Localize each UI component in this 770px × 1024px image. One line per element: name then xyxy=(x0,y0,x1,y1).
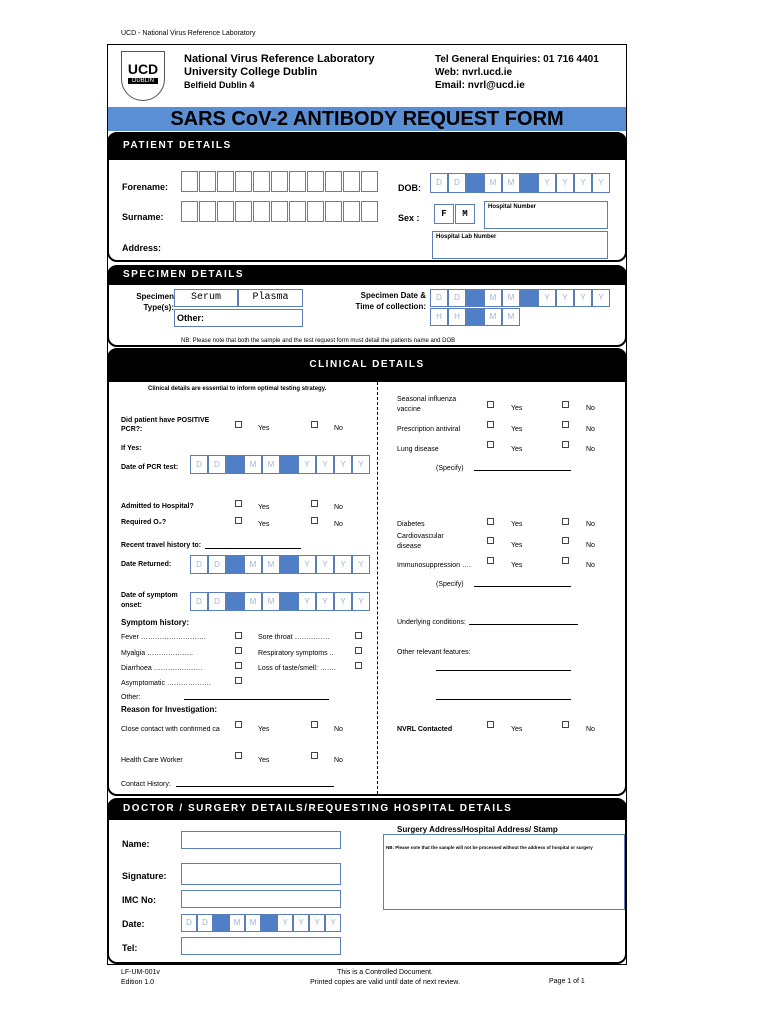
doctor-name-input[interactable] xyxy=(181,831,341,849)
lab-address: Belfield Dublin 4 xyxy=(184,80,255,90)
doctor-date-cell[interactable]: M xyxy=(245,914,261,932)
dob-cell[interactable]: D xyxy=(448,173,466,193)
onset-date-cell[interactable] xyxy=(280,592,298,611)
university-name: University College Dublin xyxy=(184,66,318,78)
forename-cell[interactable] xyxy=(199,171,216,192)
onset-date-cell[interactable] xyxy=(226,592,244,611)
close-contact-label: Close contact with confirmed ca xyxy=(121,726,220,733)
specimen-date-label: Specimen Date & Time of collection: xyxy=(355,291,426,311)
spec-date-cell[interactable]: D xyxy=(448,289,466,307)
other-features-label: Other relevant features: xyxy=(397,649,471,656)
forename-label: Forename: xyxy=(122,182,169,192)
pcr-date-cell[interactable]: Y xyxy=(352,455,370,474)
sore-throat-checkbox[interactable] xyxy=(355,632,362,639)
lung-yes-checkbox[interactable] xyxy=(487,441,494,448)
spec-time-cell[interactable]: H xyxy=(448,308,466,326)
close-contact-yes-checkbox[interactable] xyxy=(235,721,242,728)
spec-date-cell[interactable] xyxy=(520,289,538,307)
forename-cell[interactable] xyxy=(343,171,360,192)
symptom-other-label: Other: xyxy=(121,694,141,701)
surname-cell[interactable] xyxy=(217,201,234,222)
contact-history-label: Contact History: xyxy=(121,781,171,788)
specimen-type-label: Specimen Type(s): xyxy=(136,292,174,312)
antiviral-yes-label: Yes xyxy=(511,426,523,433)
lung-specify-label: (Specify) xyxy=(436,465,464,472)
returned-date-cell[interactable]: Y xyxy=(334,555,352,574)
onset-date-cell[interactable]: Y xyxy=(316,592,334,611)
lab-name: National Virus Reference Laboratory xyxy=(184,53,375,65)
specimen-heading: SPECIMEN DETAILS xyxy=(107,265,627,285)
nvrl-no-label: No xyxy=(586,726,595,733)
flu-vaccine-label: Seasonal influenza vaccine xyxy=(397,396,457,413)
footer-edition: Edition 1.0 xyxy=(121,979,155,986)
onset-date-cell[interactable]: Y xyxy=(334,592,352,611)
surname-cell[interactable] xyxy=(271,201,288,222)
email-address: Email: nvrl@ucd.ie xyxy=(435,80,525,91)
nvrl-no-checkbox[interactable] xyxy=(562,721,569,728)
myalgia-checkbox[interactable] xyxy=(235,647,242,654)
returned-date-cell[interactable]: M xyxy=(262,555,280,574)
reason-label: Reason for Investigation: xyxy=(121,705,218,714)
patient-heading: PATIENT DETAILS xyxy=(107,132,627,160)
pcr-date-cell[interactable]: M xyxy=(262,455,280,474)
surname-cell[interactable] xyxy=(307,201,324,222)
antiviral-yes-checkbox[interactable] xyxy=(487,421,494,428)
diarrhoea-label: Diarrhoea ………………… xyxy=(121,665,203,672)
symptom-other-line[interactable] xyxy=(184,699,329,700)
form-title: SARS CoV-2 ANTIBODY REQUEST FORM xyxy=(108,107,626,131)
other-features-line-1[interactable] xyxy=(436,670,571,671)
clinical-intro: Clinical details are essential to inform optimal testing strategy. xyxy=(148,386,327,392)
web-address: Web: nvrl.ucd.ie xyxy=(435,67,513,78)
doctor-date-cell[interactable]: Y xyxy=(293,914,309,932)
date-returned-label: Date Returned: xyxy=(121,561,172,568)
fever-checkbox[interactable] xyxy=(235,632,242,639)
pcr-date-cell[interactable]: D xyxy=(208,455,226,474)
doctor-date-cell[interactable]: D xyxy=(181,914,197,932)
hcw-no-label: No xyxy=(334,757,343,764)
doctor-date-cell[interactable]: M xyxy=(229,914,245,932)
forename-cell[interactable] xyxy=(307,171,324,192)
admitted-yes-label: Yes xyxy=(258,504,270,511)
returned-date-cell[interactable] xyxy=(226,555,244,574)
spec-date-cell[interactable]: Y xyxy=(592,289,610,307)
stamp-nb: NB: Please note that the sample will not be processed without the address of hospital or surgery xyxy=(386,845,593,850)
lung-no-checkbox[interactable] xyxy=(562,441,569,448)
hospital-lab-number-label: Hospital Lab Number xyxy=(436,234,497,240)
returned-date-cell[interactable] xyxy=(280,555,298,574)
immuno-specify-label: (Specify) xyxy=(436,581,464,588)
doctor-date-cell[interactable]: Y xyxy=(325,914,341,932)
hcw-yes-label: Yes xyxy=(258,757,270,764)
spec-date-cell[interactable]: Y xyxy=(574,289,592,307)
pcr-date-cell[interactable]: M xyxy=(244,455,262,474)
taste-checkbox[interactable] xyxy=(355,662,362,669)
o2-yes-checkbox[interactable] xyxy=(235,517,242,524)
column-divider xyxy=(377,382,378,794)
hcw-no-checkbox[interactable] xyxy=(311,752,318,759)
top-caption: UCD - National Virus Reference Laboratory xyxy=(121,30,256,37)
dob-cell[interactable]: Y xyxy=(556,173,574,193)
doctor-tel-label: Tel: xyxy=(122,943,138,953)
logo-text: UCD xyxy=(127,61,159,77)
footer-left xyxy=(121,968,160,988)
admitted-yes-checkbox[interactable] xyxy=(235,500,242,507)
spec-time-cell[interactable]: M xyxy=(502,308,520,326)
contact-history-line[interactable] xyxy=(176,786,334,787)
footer-center xyxy=(260,968,510,988)
antiviral-no-checkbox[interactable] xyxy=(562,421,569,428)
doctor-heading: DOCTOR / SURGERY DETAILS/REQUESTING HOSPITAL DETAILS xyxy=(107,798,627,820)
surname-label: Surname: xyxy=(122,212,164,222)
imc-label: IMC No: xyxy=(122,895,156,905)
immuno-yes-checkbox[interactable] xyxy=(487,557,494,564)
logo-sub: DUBLIN xyxy=(128,78,158,84)
asymptomatic-checkbox[interactable] xyxy=(235,677,242,684)
spec-date-cell[interactable]: M xyxy=(484,289,502,307)
hcw-label: Health Care Worker xyxy=(121,757,183,764)
onset-date-cell[interactable]: D xyxy=(208,592,226,611)
spec-time-cell[interactable]: H xyxy=(430,308,448,326)
specimen-other-label: Other: xyxy=(177,313,204,323)
ucd-logo xyxy=(121,51,165,101)
forename-cell[interactable] xyxy=(325,171,342,192)
clinical-heading: CLINICAL DETAILS xyxy=(107,348,627,382)
address-label: Address: xyxy=(122,243,162,253)
hospital-lab-number-box[interactable] xyxy=(432,231,608,259)
hospital-number-label: Hospital Number xyxy=(488,204,537,210)
forename-cell[interactable] xyxy=(271,171,288,192)
forename-cell[interactable] xyxy=(217,171,234,192)
surname-cell[interactable] xyxy=(361,201,378,222)
flu-no-checkbox[interactable] xyxy=(562,401,569,408)
doctor-date-cell[interactable] xyxy=(213,914,229,932)
footer-printed: Printed copies are valid until date of next review. xyxy=(310,979,460,986)
returned-date-cell[interactable]: M xyxy=(244,555,262,574)
admitted-no-label: No xyxy=(334,504,343,511)
surname-cell[interactable] xyxy=(199,201,216,222)
returned-date-cell[interactable]: Y xyxy=(352,555,370,574)
lung-specify-line[interactable] xyxy=(474,470,571,471)
dob-cell[interactable]: Y xyxy=(592,173,610,193)
immuno-specify-line[interactable] xyxy=(474,586,571,587)
nvrl-contacted-label: NVRL Contacted xyxy=(397,726,453,733)
dob-cell[interactable]: Y xyxy=(538,173,556,193)
surname-cell[interactable] xyxy=(289,201,306,222)
cardio-no-label: No xyxy=(586,542,595,549)
o2-no-label: No xyxy=(334,521,343,528)
specimen-other-box[interactable] xyxy=(174,309,303,327)
flu-yes-checkbox[interactable] xyxy=(487,401,494,408)
plasma-box[interactable]: Plasma xyxy=(238,289,303,307)
nvrl-yes-checkbox[interactable] xyxy=(487,721,494,728)
immuno-label: Immunosuppression …. xyxy=(397,562,471,569)
doctor-date-cell[interactable] xyxy=(261,914,277,932)
spec-date-cell[interactable]: Y xyxy=(556,289,574,307)
doctor-tel-input[interactable] xyxy=(181,937,341,955)
surname-cell[interactable] xyxy=(253,201,270,222)
sex-f-box[interactable]: F xyxy=(434,204,454,224)
pcr-yes-label: Yes xyxy=(258,425,270,432)
symptom-history-label: Symptom history: xyxy=(121,618,190,627)
dob-cell[interactable]: M xyxy=(484,173,502,193)
stamp-title: Surgery Address/Hospital Address/ Stamp xyxy=(397,825,558,834)
pcr-date-cell[interactable]: Y xyxy=(316,455,334,474)
cardio-no-checkbox[interactable] xyxy=(562,537,569,544)
taste-label: Loss of taste/smell: ……. xyxy=(258,665,336,672)
immuno-no-label: No xyxy=(586,562,595,569)
asymptomatic-label: Asymptomatic ………………. xyxy=(121,680,211,687)
flu-yes-label: Yes xyxy=(511,405,523,412)
hcw-yes-checkbox[interactable] xyxy=(235,752,242,759)
lung-no-label: No xyxy=(586,446,595,453)
diabetes-yes-checkbox[interactable] xyxy=(487,518,494,525)
antiviral-no-label: No xyxy=(586,426,595,433)
resp-checkbox[interactable] xyxy=(355,647,362,654)
signature-label: Signature: xyxy=(122,871,167,881)
surname-cell[interactable] xyxy=(325,201,342,222)
surname-cell[interactable] xyxy=(343,201,360,222)
o2-label: Required O₂? xyxy=(121,519,167,526)
travel-line[interactable] xyxy=(205,548,301,549)
surname-cell[interactable] xyxy=(181,201,198,222)
onset-date-cell[interactable]: M xyxy=(262,592,280,611)
serum-box[interactable]: Serum xyxy=(174,289,238,307)
pcr-date-cell[interactable]: D xyxy=(190,455,208,474)
onset-date-cell[interactable]: M xyxy=(244,592,262,611)
sex-m-box[interactable]: M xyxy=(455,204,475,224)
admitted-label: Admitted to Hospital? xyxy=(121,503,194,510)
spec-date-cell[interactable]: Y xyxy=(538,289,556,307)
forename-cell[interactable] xyxy=(289,171,306,192)
spec-date-cell[interactable] xyxy=(466,289,484,307)
dob-label: DOB: xyxy=(398,183,421,193)
dob-cell[interactable] xyxy=(520,173,538,193)
onset-date-cell[interactable]: Y xyxy=(298,592,316,611)
doctor-name-label: Name: xyxy=(122,839,150,849)
onset-date-cell[interactable]: D xyxy=(190,592,208,611)
cardio-label: Cardiovascular disease xyxy=(397,533,444,550)
footer-code: LF-UM-001v xyxy=(121,969,160,976)
pcr-no-checkbox[interactable] xyxy=(311,421,318,428)
immuno-no-checkbox[interactable] xyxy=(562,557,569,564)
spec-time-cell[interactable] xyxy=(466,308,484,326)
lab-header xyxy=(184,53,375,92)
pcr-date-cell[interactable]: Y xyxy=(334,455,352,474)
tel-enquiries: Tel General Enquiries: 01 716 4401 xyxy=(435,54,599,65)
spec-date-cell[interactable]: M xyxy=(502,289,520,307)
close-contact-no-checkbox[interactable] xyxy=(311,721,318,728)
dob-cell[interactable]: M xyxy=(502,173,520,193)
close-contact-yes-label: Yes xyxy=(258,726,270,733)
dob-cell[interactable] xyxy=(466,173,484,193)
spec-time-cell[interactable]: M xyxy=(484,308,502,326)
forename-cell[interactable] xyxy=(361,171,378,192)
sore-throat-label: Sore throat …………… xyxy=(258,634,330,641)
sex-label: Sex : xyxy=(398,213,420,223)
pcr-date-cell[interactable]: Y xyxy=(298,455,316,474)
forename-cell[interactable] xyxy=(253,171,270,192)
cardio-yes-checkbox[interactable] xyxy=(487,537,494,544)
diabetes-no-checkbox[interactable] xyxy=(562,518,569,525)
cardio-yes-label: Yes xyxy=(511,542,523,549)
footer-controlled: This is a Controlled Document. xyxy=(337,969,433,976)
returned-date-cell[interactable]: Y xyxy=(298,555,316,574)
myalgia-label: Myalgia ……………….. xyxy=(121,650,193,657)
forename-cell[interactable] xyxy=(181,171,198,192)
pcr-no-label: No xyxy=(334,425,343,432)
resp-label: Respiratory symptoms .. xyxy=(258,650,334,657)
doctor-date-cell[interactable]: Y xyxy=(309,914,325,932)
diabetes-label: Diabetes xyxy=(397,521,425,528)
diabetes-no-label: No xyxy=(586,521,595,528)
imc-input[interactable] xyxy=(181,890,341,908)
diabetes-yes-label: Yes xyxy=(511,521,523,528)
returned-date-cell[interactable]: D xyxy=(190,555,208,574)
lung-yes-label: Yes xyxy=(511,446,523,453)
close-contact-no-label: No xyxy=(334,726,343,733)
o2-yes-label: Yes xyxy=(258,521,270,528)
o2-no-checkbox[interactable] xyxy=(311,517,318,524)
flu-no-label: No xyxy=(586,405,595,412)
other-features-line-2[interactable] xyxy=(436,699,571,700)
pcr-date-cell[interactable] xyxy=(280,455,298,474)
signature-input[interactable] xyxy=(181,863,341,885)
doctor-date-cell[interactable]: Y xyxy=(277,914,293,932)
returned-date-cell[interactable]: D xyxy=(208,555,226,574)
underlying-label: Underlying conditions: xyxy=(397,619,466,626)
fever-label: Fever ………………………. xyxy=(121,634,206,641)
travel-label: Recent travel history to: xyxy=(121,542,202,549)
returned-date-cell[interactable]: Y xyxy=(316,555,334,574)
dob-cell[interactable]: Y xyxy=(574,173,592,193)
dob-cell[interactable]: D xyxy=(430,173,448,193)
footer-page: Page 1 of 1 xyxy=(549,978,585,985)
doctor-date-label: Date: xyxy=(122,919,145,929)
onset-date-cell[interactable]: Y xyxy=(352,592,370,611)
antiviral-label: Prescription antiviral xyxy=(397,426,461,433)
admitted-no-checkbox[interactable] xyxy=(311,500,318,507)
underlying-line[interactable] xyxy=(469,624,578,625)
diarrhoea-checkbox[interactable] xyxy=(235,662,242,669)
if-yes-label: If Yes: xyxy=(121,445,142,452)
pcr-question: Did patient have POSITIVE PCR?: xyxy=(121,417,210,433)
surname-cell[interactable] xyxy=(235,201,252,222)
contact-block xyxy=(435,53,599,92)
lung-label: Lung disease xyxy=(397,446,439,453)
pcr-date-cell[interactable] xyxy=(226,455,244,474)
hospital-number-box[interactable] xyxy=(484,201,608,229)
pcr-yes-checkbox[interactable] xyxy=(235,421,242,428)
symptom-onset-label: Date of symptom onset: xyxy=(121,592,178,609)
stamp-box[interactable] xyxy=(383,834,625,910)
doctor-date-cell[interactable]: D xyxy=(197,914,213,932)
specimen-nb: NB: Please note that both the sample and the test request form must detail the patients name and DOB xyxy=(181,338,456,344)
immuno-yes-label: Yes xyxy=(511,562,523,569)
forename-cell[interactable] xyxy=(235,171,252,192)
date-pcr-label: Date of PCR test: xyxy=(121,464,179,471)
nvrl-yes-label: Yes xyxy=(511,726,523,733)
spec-date-cell[interactable]: D xyxy=(430,289,448,307)
